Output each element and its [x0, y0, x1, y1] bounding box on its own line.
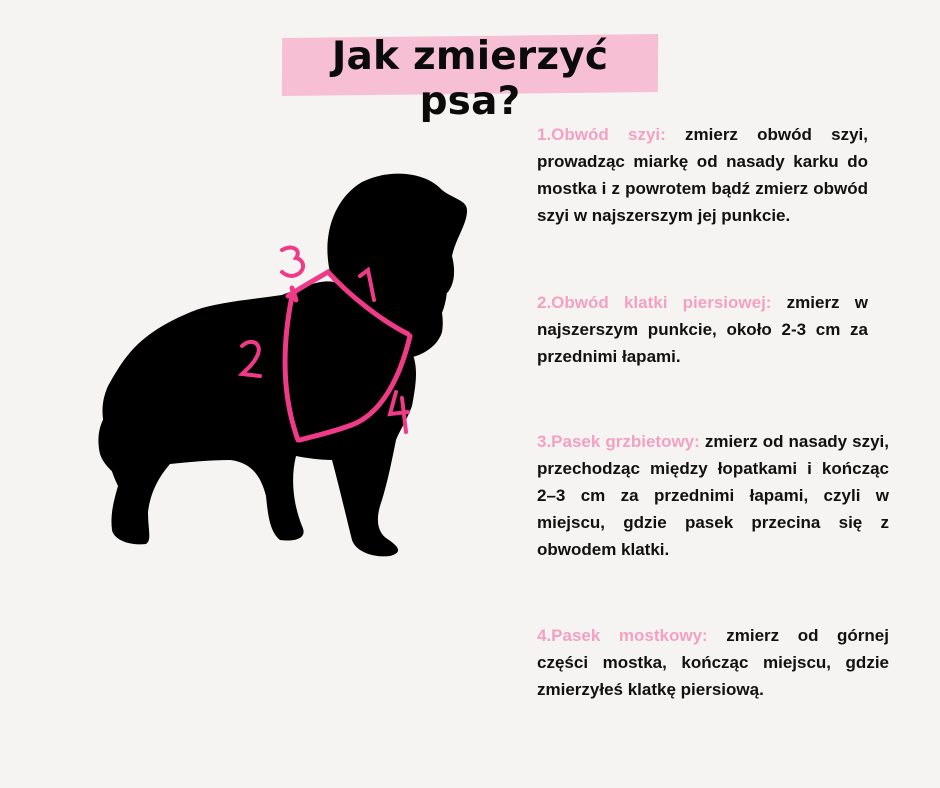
instruction-text: zmierz od nasady szyi, przechodząc między łopatkami i kończąc 2–3 cm za przednimi łapami, czyli w miejscu, gdzie pasek przecina się z obwodem klatki. [537, 432, 890, 559]
instruction-text: zmierz obwód szyi, prowadząc miarkę od nasady karku do mostka i z powrotem bądź zmierz obwód szyi w najszerszym jej punkcie. [537, 125, 868, 225]
title-banner [282, 30, 658, 124]
marker-3 [282, 248, 303, 276]
instruction-heading: 2.Obwód klatki piersiowej: [537, 293, 772, 312]
instruction-chest [537, 289, 868, 370]
page-title: Jak zmierzyć psa? [331, 34, 609, 124]
dog-silhouette-icon [70, 160, 490, 580]
instruction-heading: 1.Obwód szyi: [537, 125, 666, 144]
instruction-text: zmierz od górnej części mostka, kończąc miejscu, gdzie zmierzyłeś klatkę piersiową. [537, 626, 889, 699]
instruction-sternum-strap [537, 622, 889, 703]
instruction-heading: 3.Pasek grzbietowy: [537, 432, 700, 451]
instruction-back-strap [537, 428, 889, 563]
instruction-text: zmierz w najszerszym punkcie, około 2-3 cm za przednimi łapami. [537, 293, 868, 366]
instruction-neck [537, 121, 868, 229]
instruction-heading: 4.Pasek mostkowy: [537, 626, 708, 645]
